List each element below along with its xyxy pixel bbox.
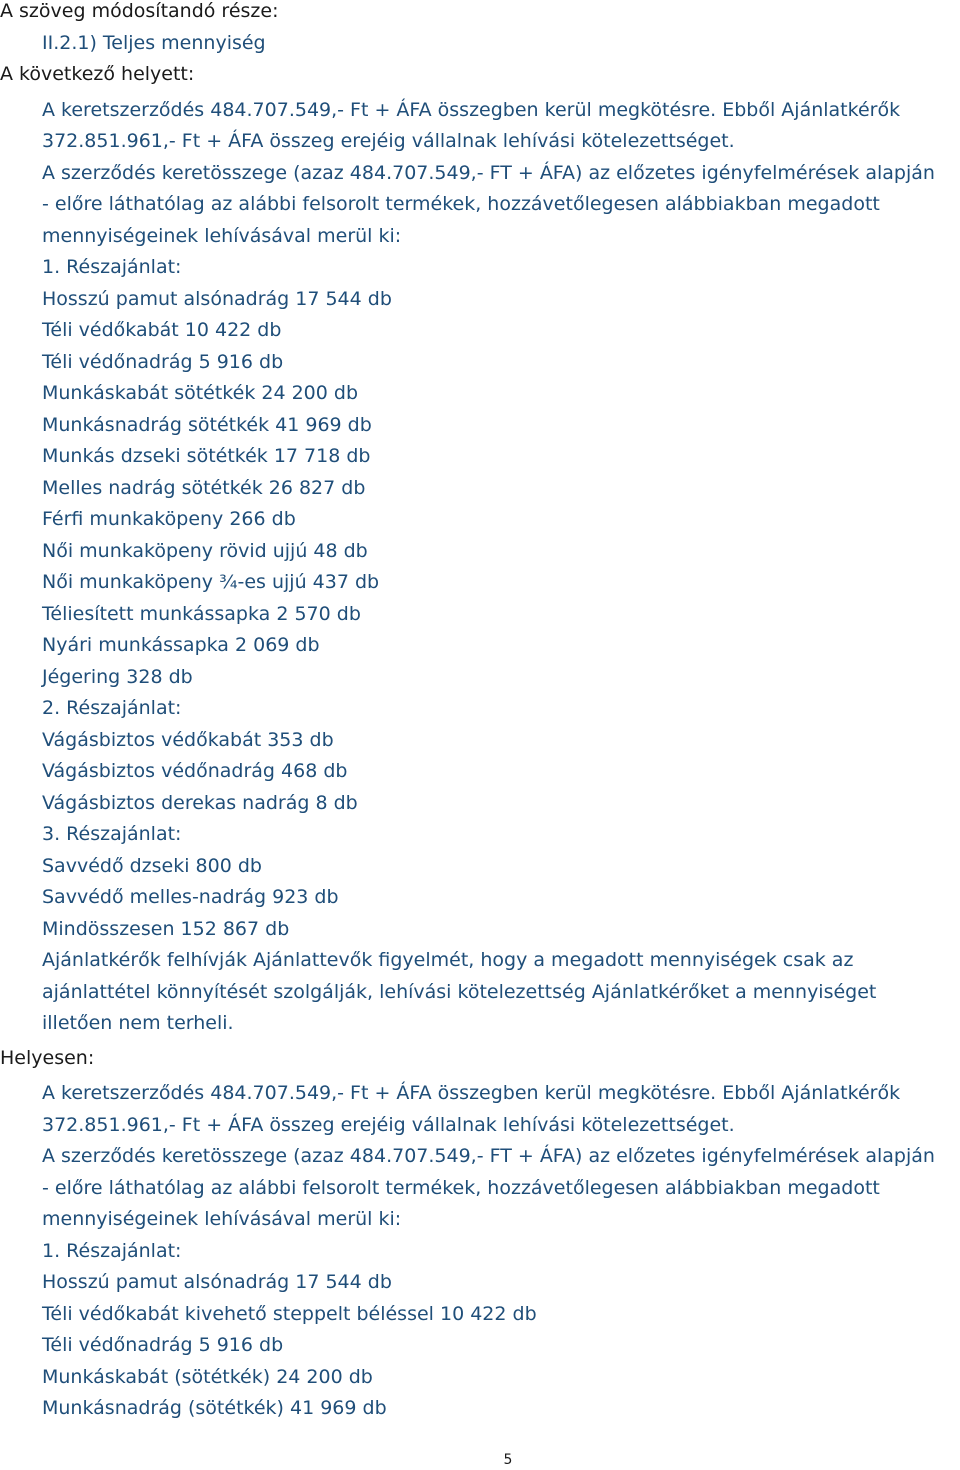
section-line: mennyiségeinek lehívásával merül ki: [42, 1208, 402, 1230]
section-line: - előre láthatólag az alábbi felsorolt termékek, hozzávetőlegesen alábbiakban megadott [42, 193, 880, 215]
list-item: Savvédő melles-nadrág 923 db [42, 886, 339, 908]
part-heading: 1. Részajánlat: [42, 256, 182, 278]
list-item: Munkáskabát sötétkék 24 200 db [42, 382, 359, 404]
section-line: 372.851.961,- Ft + ÁFA összeg erejéig vállalnak lehívási kötelezettséget. [42, 1113, 735, 1136]
list-item: Női munkaköpeny ¾-es ujjú 437 db [42, 571, 380, 593]
section-line: A keretszerződés 484.707.549,- Ft + ÁFA összegben kerül megkötésre. Ebből Ajánlatkérők [42, 1082, 901, 1104]
list-item: Vágásbiztos védőnadrág 468 db [42, 760, 348, 782]
notice-line: illetően nem terheli. [42, 1012, 234, 1034]
list-item: Hosszú pamut alsónadrág 17 544 db [42, 1271, 392, 1293]
list-item: Nyári munkássapka 2 069 db [42, 634, 320, 656]
list-item: Női munkaköpeny rövid ujjú 48 db [42, 539, 368, 562]
list-item: Téli védőkabát kivehető steppelt béléssel 10 422 db [42, 1302, 537, 1325]
list-item: Vágásbiztos védőkabát 353 db [42, 728, 334, 751]
list-item: Téliesített munkássapka 2 570 db [42, 602, 361, 625]
list-item: Férfi munkaköpeny 266 db [42, 508, 296, 530]
page-number: 5 [503, 1452, 513, 1468]
list-item: Téli védőnadrág 5 916 db [42, 1334, 284, 1356]
section-heading-correctly: Helyesen: [0, 1046, 95, 1069]
list-item: Vágásbiztos derekas nadrág 8 db [42, 791, 358, 814]
list-item: Hosszú pamut alsónadrág 17 544 db [42, 287, 392, 310]
list-item: Munkásnadrág (sötétkék) 41 969 db [42, 1397, 387, 1419]
list-item: Melles nadrág sötétkék 26 827 db [42, 476, 366, 499]
list-item: Téli védőnadrág 5 916 db [42, 350, 284, 373]
section-line: A szerződés keretösszege (azaz 484.707.549,- FT + ÁFA) az előzetes igényfelmérések alapján [42, 161, 935, 184]
section-line: - előre láthatólag az alábbi felsorolt termékek, hozzávetőlegesen alábbiakban megadott [42, 1176, 880, 1199]
list-item: Munkásnadrág sötétkék 41 969 db [42, 413, 372, 436]
part-heading: 2. Részajánlat: [42, 697, 182, 719]
total-line: Mindösszesen 152 867 db [42, 917, 290, 940]
part-heading: 1. Részajánlat: [42, 1239, 182, 1262]
list-item: Téli védőkabát 10 422 db [42, 319, 282, 341]
notice-line: ajánlattétel könnyítését szolgálják, lehívási kötelezettség Ajánlatkérőket a mennyiséget [42, 980, 877, 1003]
section-line: II.2.1) Teljes mennyiség [42, 31, 266, 54]
list-item: Jégering 328 db [42, 665, 193, 688]
part-heading: 3. Részajánlat: [42, 823, 182, 845]
section-line: A keretszerződés 484.707.549,- Ft + ÁFA összegben kerül megkötésre. Ebből Ajánlatkérők [42, 98, 901, 121]
section-line: 372.851.961,- Ft + ÁFA összeg erejéig vállalnak lehívási kötelezettséget. [42, 130, 735, 152]
section-heading-modify: A szöveg módosítandó része: [0, 0, 279, 22]
section-heading-instead: A következő helyett: [0, 63, 195, 85]
list-item: Munkás dzseki sötétkék 17 718 db [42, 445, 371, 467]
section-line: mennyiségeinek lehívásával merül ki: [42, 224, 402, 247]
notice-line: Ajánlatkérők felhívják Ajánlattevők figyelmét, hogy a megadott mennyiségek csak az [42, 949, 854, 971]
list-item: Savvédő dzseki 800 db [42, 854, 262, 877]
section-line: A szerződés keretösszege (azaz 484.707.549,- FT + ÁFA) az előzetes igényfelmérések alapján [42, 1145, 935, 1167]
list-item: Munkáskabát (sötétkék) 24 200 db [42, 1365, 373, 1388]
